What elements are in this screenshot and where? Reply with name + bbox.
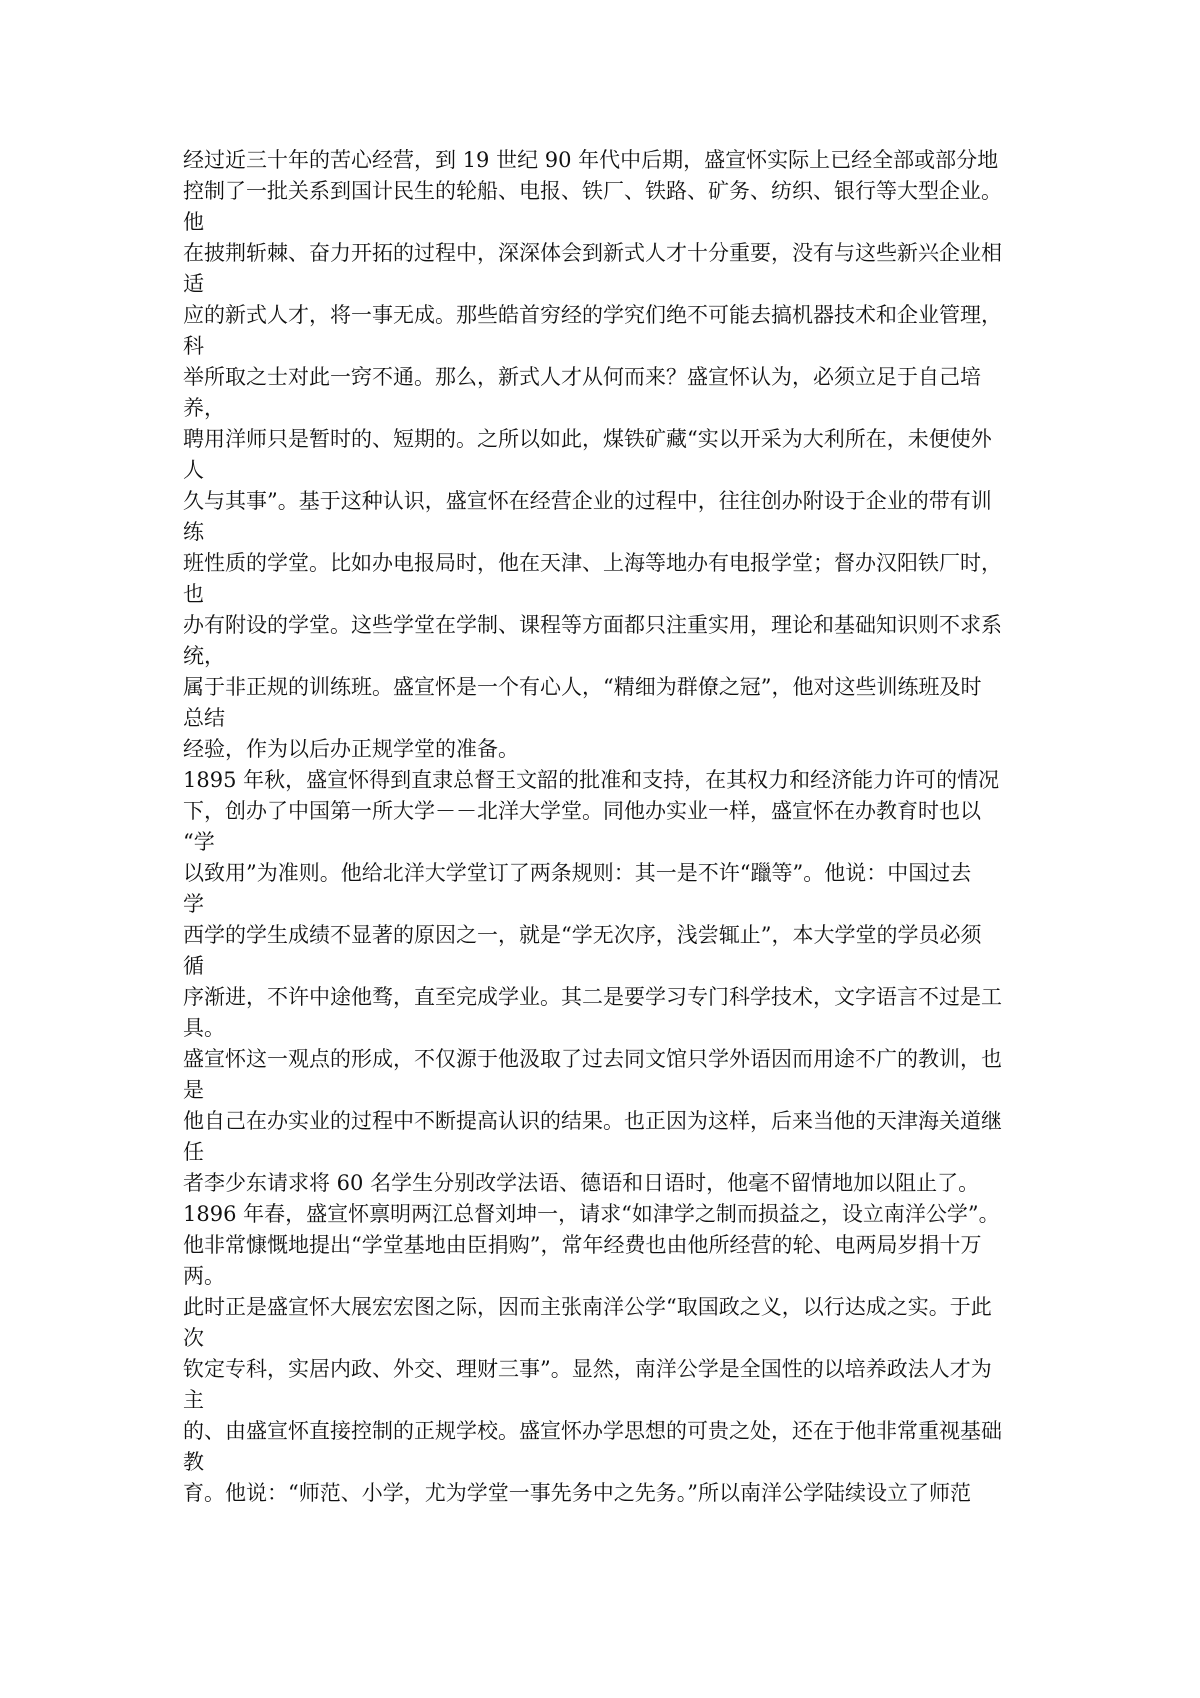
- text-line: 统，: [183, 644, 225, 668]
- document-body-text: [183, 145, 1043, 1509]
- text-line: 他: [183, 210, 204, 234]
- text-line: 久与其事”。基于这种认识，盛宣怀在经营企业的过程中，往往创办附设于企业的带有训: [183, 489, 992, 513]
- text-line: 属于非正规的训练班。盛宣怀是一个有心人，“精细为群僚之冠”，他对这些训练班及时: [183, 675, 982, 699]
- text-line: 下，创办了中国第一所大学－－北洋大学堂。同他办实业一样，盛宣怀在办教育时也以: [183, 799, 981, 823]
- text-line: 练: [183, 520, 204, 544]
- text-line: 任: [183, 1140, 204, 1164]
- text-line: 两。: [183, 1264, 225, 1288]
- text-line: 盛宣怀这一观点的形成，不仅源于他汲取了过去同文馆只学外语因而用途不广的教训，也: [183, 1047, 1002, 1071]
- text-line: 主: [183, 1388, 204, 1412]
- text-line: 人: [183, 458, 204, 482]
- text-line: 养，: [183, 396, 225, 420]
- text-line: 举所取之士对此一窍不通。那么，新式人才从何而来？盛宣怀认为，必须立足于自己培: [183, 365, 981, 389]
- text-line: 是: [183, 1078, 204, 1102]
- text-line: 1896 年春，盛宣怀禀明两江总督刘坤一，请求“如津学之制而损益之，设立南洋公学”。: [183, 1202, 1000, 1226]
- text-line: 经验，作为以后办正规学堂的准备。: [183, 737, 519, 761]
- text-line: “学: [183, 830, 215, 854]
- text-line: 钦定专科，实居内政、外交、理财三事”。显然，南洋公学是全国性的以培养政法人才为: [183, 1357, 992, 1381]
- text-line: 者李少东请求将 60 名学生分别改学法语、德语和日语时，他毫不留情地加以阻止了。: [183, 1171, 980, 1195]
- text-line: 的、由盛宣怀直接控制的正规学校。盛宣怀办学思想的可贵之处，还在于他非常重视基础: [183, 1419, 1002, 1443]
- text-line: 育。他说：“师范、小学，尤为学堂一事先务中之先务。”所以南洋公学陆续设立了师范: [183, 1481, 971, 1505]
- text-line: 序渐进，不许中途他骛，直至完成学业。其二是要学习专门科学技术，文字语言不过是工: [183, 985, 1002, 1009]
- text-line: 教: [183, 1450, 204, 1474]
- text-line: 班性质的学堂。比如办电报局时，他在天津、上海等地办有电报学堂；督办汉阳铁厂时，: [183, 551, 1002, 575]
- text-line: 以致用”为准则。他给北洋大学堂订了两条规则：其一是不许“躐等”。他说：中国过去: [183, 861, 972, 885]
- text-line: 1895 年秋，盛宣怀得到直隶总督王文韶的批准和支持，在其权力和经济能力许可的情况: [183, 768, 1000, 792]
- text-line: 经过近三十年的苦心经营，到 19 世纪 90 年代中后期，盛宣怀实际上已经全部或部分地: [183, 148, 999, 172]
- text-line: 循: [183, 954, 204, 978]
- text-line: 也: [183, 582, 204, 606]
- text-line: 他非常慷慨地提出“学堂基地由臣捐购”，常年经费也由他所经营的轮、电两局岁捐十万: [183, 1233, 982, 1257]
- text-line: 西学的学生成绩不显著的原因之一，就是“学无次序，浅尝辄止”，本大学堂的学员必须: [183, 923, 982, 947]
- text-line: 科: [183, 334, 204, 358]
- text-line: 次: [183, 1326, 204, 1350]
- text-line: 具。: [183, 1016, 225, 1040]
- text-line: 他自己在办实业的过程中不断提高认识的结果。也正因为这样，后来当他的天津海关道继: [183, 1109, 1002, 1133]
- text-line: 应的新式人才，将一事无成。那些皓首穷经的学究们绝不可能去搞机器技术和企业管理，: [183, 303, 1002, 327]
- text-line: 适: [183, 272, 204, 296]
- text-line: 在披荆斩棘、奋力开拓的过程中，深深体会到新式人才十分重要，没有与这些新兴企业相: [183, 241, 1002, 265]
- text-line: 此时正是盛宣怀大展宏宏图之际，因而主张南洋公学“取国政之义，以行达成之实。于此: [183, 1295, 992, 1319]
- text-line: 控制了一批关系到国计民生的轮船、电报、铁厂、铁路、矿务、纺织、银行等大型企业。: [183, 179, 1002, 203]
- text-line: 总结: [183, 706, 225, 730]
- text-line: 聘用洋师只是暂时的、短期的。之所以如此，煤铁矿藏“实以开采为大利所在，未便使外: [183, 427, 992, 451]
- text-line: 学: [183, 892, 204, 916]
- text-line: 办有附设的学堂。这些学堂在学制、课程等方面都只注重实用，理论和基础知识则不求系: [183, 613, 1002, 637]
